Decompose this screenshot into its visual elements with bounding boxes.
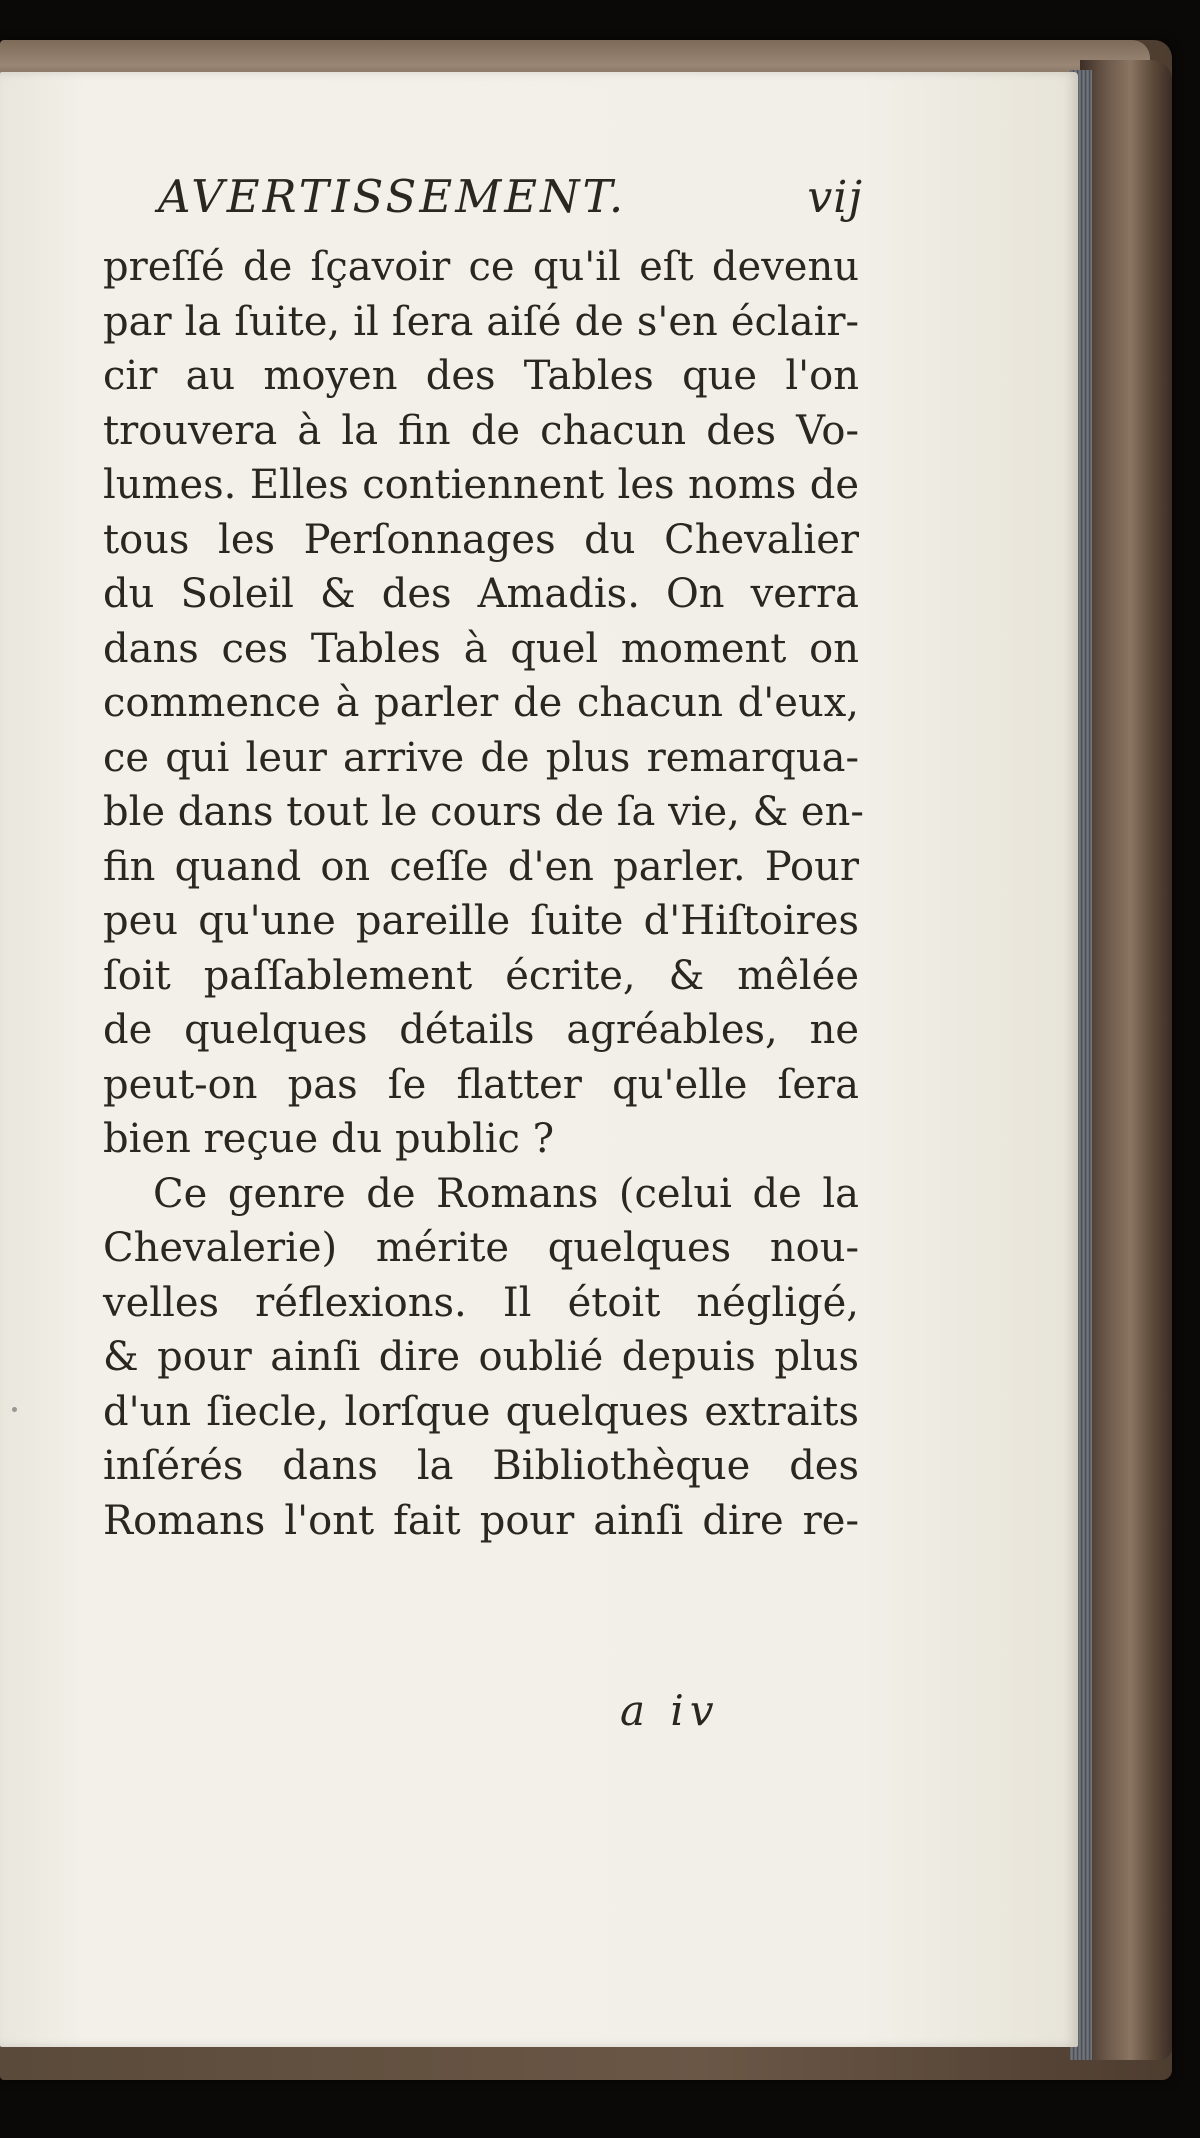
text-line: tous les Perſonnages du Chevalier [103,516,859,563]
signature-mark: a iv [620,1686,720,1735]
text-line: ſoit paſſablement écrite, & mêlée [103,952,859,999]
text-line: ce qui leur arrive de plus remarqua- [103,734,859,781]
running-head [158,170,863,240]
text-line: lumes. Elles contiennent les noms de [103,462,859,508]
text-line: peu qu'une pareille ſuite d'Hiſtoires [103,898,859,944]
text-line: dans ces Tables à quel moment on [103,625,859,672]
text-line: bien reçue du public ? [103,1116,555,1162]
text-line: par la ſuite, il ſera aiſé de s'en éclair- [103,298,859,345]
paragraph-start: Ce genre de Romans (celui de la [153,1170,859,1217]
text-line: velles réflexions. Il étoit négligé, [103,1279,859,1326]
book-spine-edge [1080,60,1172,2060]
running-title: AVERTISSEMENT. [158,170,627,223]
text-line: d'un ſiecle, lorſque quelques extraits [103,1388,859,1435]
text-line: du Soleil & des Amadis. On verra [103,571,859,617]
text-line: & pour ainſi dire oublié depuis plus [103,1334,859,1380]
text-line: fin quand on ceſſe d'en parler. Pour [103,843,859,890]
text-line: Chevalerie) mérite quelques nou- [103,1225,859,1271]
text-line: cir au moyen des Tables que l'on [103,353,859,399]
text-line: commence à parler de chacun d'eux, [103,680,859,726]
text-line: trouvera à la fin de chacun des Vo- [103,407,859,454]
text-line: inſérés dans la Bibliothèque des [103,1443,859,1489]
text-line: preſſé de ſçavoir ce qu'il eſt devenu [103,244,859,290]
text-line: peut-on pas ſe flatter qu'elle ſera [103,1061,859,1108]
paper-speck [12,1407,17,1412]
text-line: de quelques détails agréables, ne [103,1007,859,1053]
page-number: vij [807,172,863,223]
page-text [103,170,863,1548]
text-line: Romans l'ont fait pour ainſi dire re- [103,1497,859,1544]
text-line: ble dans tout le cours de ſa vie, & en- [103,789,864,835]
